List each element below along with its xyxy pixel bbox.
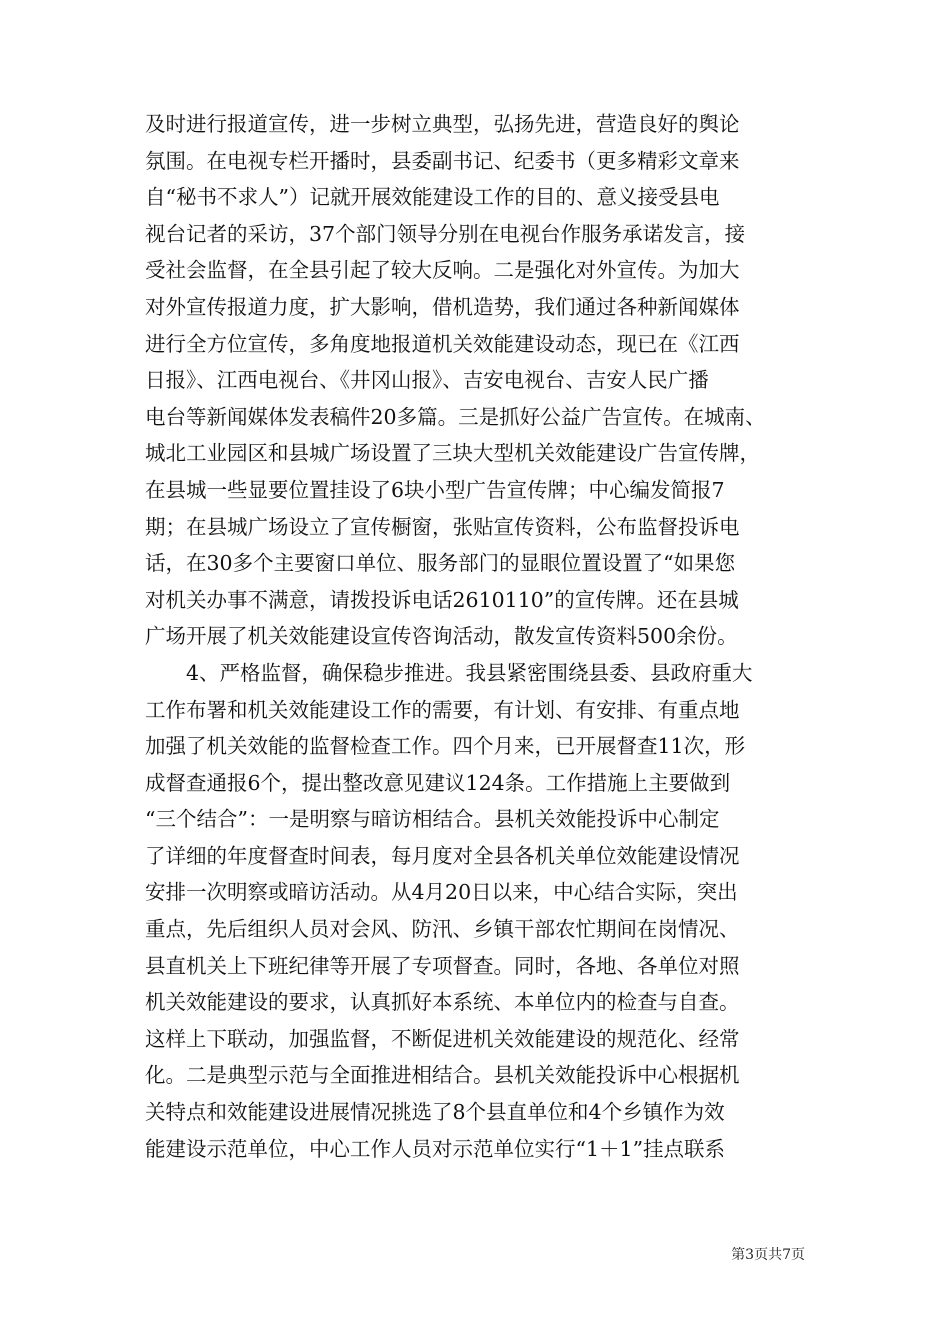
text-line: 在县城一些显要位置挂设了6块小型广告宣传牌；中心编发简报7 (145, 477, 725, 502)
text-line: 4、严格监督，确保稳步推进。我县紧密围绕县委、县政府重大 (145, 660, 753, 685)
text-line: 重点，先后组织人员对会风、防汛、乡镇干部农忙期间在岗情况、 (145, 917, 740, 942)
text-line: 受社会监督，在全县引起了较大反响。二是强化对外宣传。为加大 (145, 258, 740, 283)
text-line: 自“秘书不求人”）记就开展效能建设工作的目的、意义接受县电 (145, 185, 720, 210)
text-line: 机关效能建设的要求，认真抓好本系统、本单位内的检查与自查。 (145, 990, 740, 1015)
body-text (145, 106, 815, 1167)
text-line: 广场开展了机关效能建设宣传咨询活动，散发宣传资料500余份。 (145, 624, 738, 649)
text-line: 加强了机关效能的监督检查工作。四个月来，已开展督查11次，形 (145, 734, 746, 759)
text-line: 工作布署和机关效能建设工作的需要，有计划、有安排、有重点地 (145, 697, 740, 722)
text-line: 氛围。在电视专栏开播时，县委副书记、纪委书（更多精彩文章来 (145, 148, 740, 173)
text-line: 视台记者的采访，37个部门领导分别在电视台作服务承诺发言，接 (145, 221, 746, 246)
text-line: 安排一次明察或暗访活动。从4月20日以来，中心结合实际，突出 (145, 880, 738, 905)
page-number-footer: 第3页共7页 (731, 1247, 805, 1263)
text-line: 及时进行报道宣传，进一步树立典型，弘扬先进，营造良好的舆论 (145, 112, 740, 136)
text-line: 期；在县城广场设立了宣传橱窗，张贴宣传资料，公布监督投诉电 (145, 514, 740, 539)
text-line: 对外宣传报道力度，扩大影响，借机造势，我们通过各种新闻媒体 (145, 294, 740, 319)
text-line: 话，在30多个主要窗口单位、服务部门的显眼位置设置了“如果您 (145, 551, 736, 576)
text-line: “三个结合”：一是明察与暗访相结合。县机关效能投诉中心制定 (145, 807, 720, 832)
text-line: 化。二是典型示范与全面推进相结合。县机关效能投诉中心根据机 (145, 1063, 740, 1088)
text-line: 关特点和效能建设进展情况挑选了8个县直单位和4个乡镇作为效 (145, 1100, 725, 1125)
text-line: 对机关办事不满意，请拨投诉电话2610110”的宣传牌。还在县城 (145, 587, 739, 612)
text-line: 这样上下联动，加强监督，不断促进机关效能建设的规范化、经常 (145, 1026, 740, 1051)
text-line: 日报》、江西电视台、《井冈山报》、吉安电视台、吉安人民广播 (145, 368, 709, 393)
text-line: 电台等新闻媒体发表稿件20多篇。三是抓好公益广告宣传。在城南、 (145, 404, 766, 429)
text-line: 能建设示范单位，中心工作人员对示范单位实行“1＋1”挂点联系 (145, 1136, 726, 1161)
text-line: 进行全方位宣传，多角度地报道机关效能建设动态，现已在《江西 (145, 331, 740, 356)
text-line: 成督查通报6个，提出整改意见建议124条。工作措施上主要做到 (145, 770, 731, 795)
text-line: 城北工业园区和县城广场设置了三块大型机关效能建设广告宣传牌， (145, 441, 760, 466)
text-line: 县直机关上下班纪律等开展了专项督查。同时，各地、各单位对照 (145, 953, 740, 978)
text-line: 了详细的年度督查时间表，每月度对全县各机关单位效能建设情况 (145, 843, 740, 868)
